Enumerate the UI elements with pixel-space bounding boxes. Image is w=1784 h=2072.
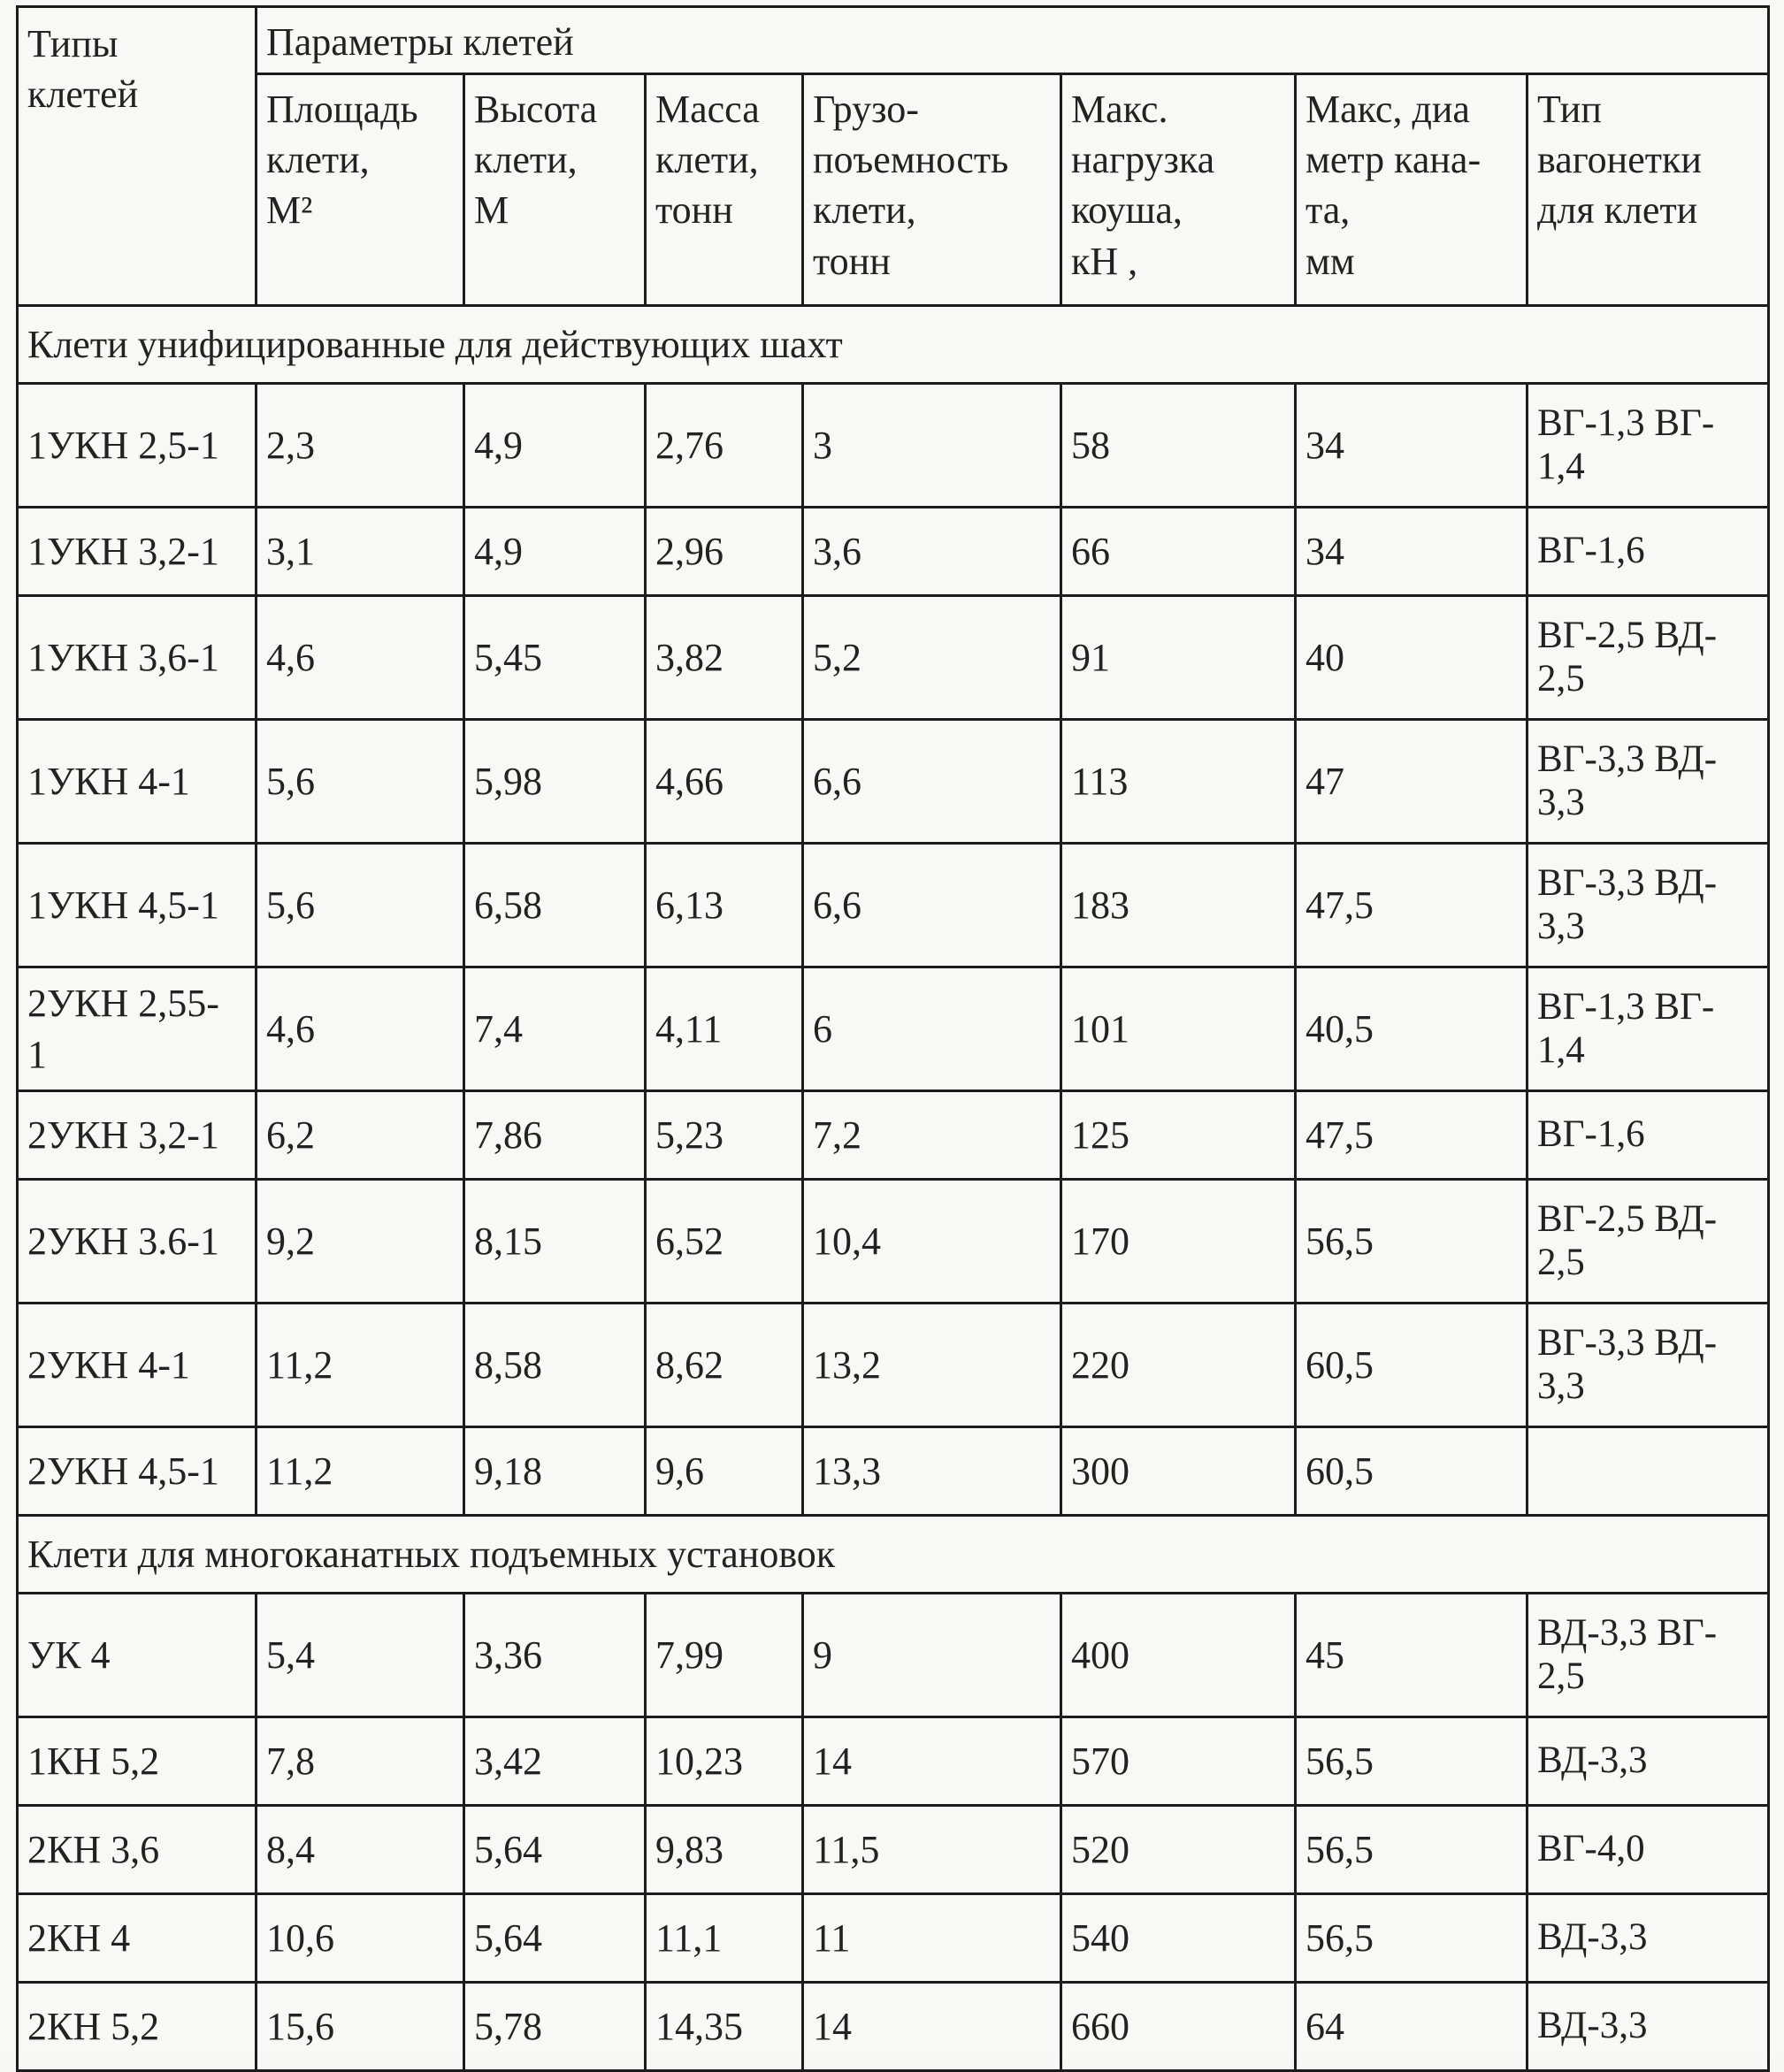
table-row [18, 967, 1769, 1091]
cell-area: 8,4 [256, 1806, 464, 1894]
section-row [18, 1516, 1769, 1594]
cell-wagon-type: ВГ-3,3 ВД- 3,3 [1528, 720, 1769, 844]
cell-wagon-type: ВГ-1,6 [1528, 1091, 1769, 1180]
cell-max-load: 660 [1061, 1983, 1296, 2071]
header-max-rope-diameter: Макс, диа метр кана- та, мм [1296, 74, 1528, 306]
cell-cage-type: 1УКН 3,2-1 [18, 508, 256, 596]
cell-rope-diameter: 34 [1296, 508, 1528, 596]
table-row [18, 1427, 1769, 1516]
cell-rope-diameter: 45 [1296, 1594, 1528, 1717]
cell-height: 7,86 [464, 1091, 646, 1180]
cell-rope-diameter: 34 [1296, 384, 1528, 508]
cell-capacity: 14 [803, 1983, 1061, 2071]
section-row [18, 306, 1769, 384]
cell-height: 3,36 [464, 1594, 646, 1717]
cell-max-load: 540 [1061, 1894, 1296, 1983]
cell-max-load: 300 [1061, 1427, 1296, 1516]
cell-capacity: 3,6 [803, 508, 1061, 596]
cell-rope-diameter: 40 [1296, 596, 1528, 720]
cell-capacity: 6 [803, 967, 1061, 1091]
cell-wagon-type: ВГ-2,5 ВД- 2,5 [1528, 1180, 1769, 1304]
cell-capacity: 6,6 [803, 844, 1061, 967]
cell-wagon-type: ВД-3,3 [1528, 1983, 1769, 2071]
table-row [18, 1180, 1769, 1304]
header-wagon-type: Тип вагонетки для клети [1528, 74, 1769, 306]
cell-mass: 2,76 [646, 384, 803, 508]
table-row [18, 1894, 1769, 1983]
cell-area: 11,2 [256, 1304, 464, 1427]
cell-mass: 6,52 [646, 1180, 803, 1304]
table-row [18, 1091, 1769, 1180]
cell-rope-diameter: 47,5 [1296, 1091, 1528, 1180]
cell-mass: 9,6 [646, 1427, 803, 1516]
cell-cage-type: 1КН 5,2 [18, 1717, 256, 1806]
cell-capacity: 9 [803, 1594, 1061, 1717]
cell-area: 2,3 [256, 384, 464, 508]
cell-capacity: 10,4 [803, 1180, 1061, 1304]
table-body [18, 306, 1769, 2071]
cell-area: 3,1 [256, 508, 464, 596]
cell-wagon-type: ВГ-3,3 ВД- 3,3 [1528, 844, 1769, 967]
cell-area: 5,4 [256, 1594, 464, 1717]
table-row [18, 508, 1769, 596]
header-mass: Масса клети, тонн [646, 74, 803, 306]
cell-capacity: 11 [803, 1894, 1061, 1983]
cell-capacity: 13,2 [803, 1304, 1061, 1427]
cell-rope-diameter: 56,5 [1296, 1894, 1528, 1983]
cell-max-load: 400 [1061, 1594, 1296, 1717]
cell-max-load: 170 [1061, 1180, 1296, 1304]
section-title: Клети унифицированные для действующих шахт [18, 306, 1769, 384]
cell-wagon-type: ВД-3,3 [1528, 1894, 1769, 1983]
cell-max-load: 58 [1061, 384, 1296, 508]
table-row [18, 384, 1769, 508]
cell-height: 5,64 [464, 1806, 646, 1894]
table-row [18, 1806, 1769, 1894]
cell-wagon-type: ВГ-1,6 [1528, 508, 1769, 596]
cell-height: 3,42 [464, 1717, 646, 1806]
cell-mass: 8,62 [646, 1304, 803, 1427]
cell-max-load: 66 [1061, 508, 1296, 596]
cell-wagon-type: ВГ-2,5 ВД- 2,5 [1528, 596, 1769, 720]
cell-area: 6,2 [256, 1091, 464, 1180]
cell-area: 11,2 [256, 1427, 464, 1516]
table-row [18, 1717, 1769, 1806]
cell-rope-diameter: 56,5 [1296, 1806, 1528, 1894]
cell-mass: 5,23 [646, 1091, 803, 1180]
table-row [18, 596, 1769, 720]
cell-cage-type: 2КН 4 [18, 1894, 256, 1983]
cell-cage-type: 1УКН 4,5-1 [18, 844, 256, 967]
cell-mass: 2,96 [646, 508, 803, 596]
cell-wagon-type: ВГ-3,3 ВД- 3,3 [1528, 1304, 1769, 1427]
header-max-load: Макс. нагрузка коуша, кН , [1061, 74, 1296, 306]
cell-cage-type: 1УКН 3,6-1 [18, 596, 256, 720]
cell-mass: 4,66 [646, 720, 803, 844]
cell-height: 9,18 [464, 1427, 646, 1516]
cage-parameters-table [16, 5, 1770, 2072]
cell-area: 5,6 [256, 844, 464, 967]
cell-wagon-type: ВГ-1,3 ВГ- 1,4 [1528, 967, 1769, 1091]
cell-wagon-type: ВГ-4,0 [1528, 1806, 1769, 1894]
cell-cage-type: 2УКН 3.6-1 [18, 1180, 256, 1304]
cell-capacity: 6,6 [803, 720, 1061, 844]
cell-area: 5,6 [256, 720, 464, 844]
cell-cage-type: 1УКН 2,5-1 [18, 384, 256, 508]
cell-max-load: 101 [1061, 967, 1296, 1091]
header-cage-parameters: Параметры клетей [256, 7, 1769, 74]
cell-area: 10,6 [256, 1894, 464, 1983]
cell-rope-diameter: 60,5 [1296, 1427, 1528, 1516]
cell-area: 15,6 [256, 1983, 464, 2071]
table-row [18, 720, 1769, 844]
cell-max-load: 520 [1061, 1806, 1296, 1894]
cell-capacity: 13,3 [803, 1427, 1061, 1516]
cell-rope-diameter: 64 [1296, 1983, 1528, 2071]
cell-capacity: 5,2 [803, 596, 1061, 720]
cell-height: 7,4 [464, 967, 646, 1091]
table-row [18, 1594, 1769, 1717]
cell-rope-diameter: 47,5 [1296, 844, 1528, 967]
cell-capacity: 7,2 [803, 1091, 1061, 1180]
table-row [18, 844, 1769, 967]
cell-max-load: 220 [1061, 1304, 1296, 1427]
section-title: Клети для многоканатных подъемных установок [18, 1516, 1769, 1594]
table-row [18, 1304, 1769, 1427]
cell-capacity: 11,5 [803, 1806, 1061, 1894]
cell-cage-type: 1УКН 4-1 [18, 720, 256, 844]
cell-cage-type: 2УКН 4,5-1 [18, 1427, 256, 1516]
table-row [18, 1983, 1769, 2071]
cell-mass: 3,82 [646, 596, 803, 720]
cell-mass: 7,99 [646, 1594, 803, 1717]
cell-cage-type: 2КН 5,2 [18, 1983, 256, 2071]
cell-rope-diameter: 47 [1296, 720, 1528, 844]
cell-height: 6,58 [464, 844, 646, 967]
cell-rope-diameter: 56,5 [1296, 1717, 1528, 1806]
cell-area: 7,8 [256, 1717, 464, 1806]
header-cage-types: Типы клетей [18, 7, 256, 306]
header-area: Площадь клети, М² [256, 74, 464, 306]
header-height: Высота клети, М [464, 74, 646, 306]
cell-max-load: 113 [1061, 720, 1296, 844]
cell-mass: 14,35 [646, 1983, 803, 2071]
cell-wagon-type [1528, 1427, 1769, 1516]
cell-max-load: 183 [1061, 844, 1296, 967]
cell-height: 4,9 [464, 384, 646, 508]
cell-wagon-type: ВГ-1,3 ВГ- 1,4 [1528, 384, 1769, 508]
cell-cage-type: УК 4 [18, 1594, 256, 1717]
cell-mass: 6,13 [646, 844, 803, 967]
cell-wagon-type: ВД-3,3 [1528, 1717, 1769, 1806]
cell-rope-diameter: 60,5 [1296, 1304, 1528, 1427]
cell-capacity: 3 [803, 384, 1061, 508]
cell-mass: 4,11 [646, 967, 803, 1091]
cell-area: 9,2 [256, 1180, 464, 1304]
cell-capacity: 14 [803, 1717, 1061, 1806]
cell-rope-diameter: 40,5 [1296, 967, 1528, 1091]
cell-max-load: 91 [1061, 596, 1296, 720]
cell-height: 8,58 [464, 1304, 646, 1427]
cell-area: 4,6 [256, 967, 464, 1091]
cell-area: 4,6 [256, 596, 464, 720]
cell-height: 4,9 [464, 508, 646, 596]
cell-height: 5,45 [464, 596, 646, 720]
cell-wagon-type: ВД-3,3 ВГ- 2,5 [1528, 1594, 1769, 1717]
cell-rope-diameter: 56,5 [1296, 1180, 1528, 1304]
cell-mass: 10,23 [646, 1717, 803, 1806]
cell-max-load: 570 [1061, 1717, 1296, 1806]
cell-max-load: 125 [1061, 1091, 1296, 1180]
cell-cage-type: 2КН 3,6 [18, 1806, 256, 1894]
cell-height: 5,98 [464, 720, 646, 844]
cell-height: 8,15 [464, 1180, 646, 1304]
cell-mass: 11,1 [646, 1894, 803, 1983]
cell-cage-type: 2УКН 4-1 [18, 1304, 256, 1427]
cell-mass: 9,83 [646, 1806, 803, 1894]
header-capacity: Грузо- поъемность клети, тонн [803, 74, 1061, 306]
cell-cage-type: 2УКН 2,55- 1 [18, 967, 256, 1091]
cell-cage-type: 2УКН 3,2-1 [18, 1091, 256, 1180]
cell-height: 5,64 [464, 1894, 646, 1983]
cell-height: 5,78 [464, 1983, 646, 2071]
